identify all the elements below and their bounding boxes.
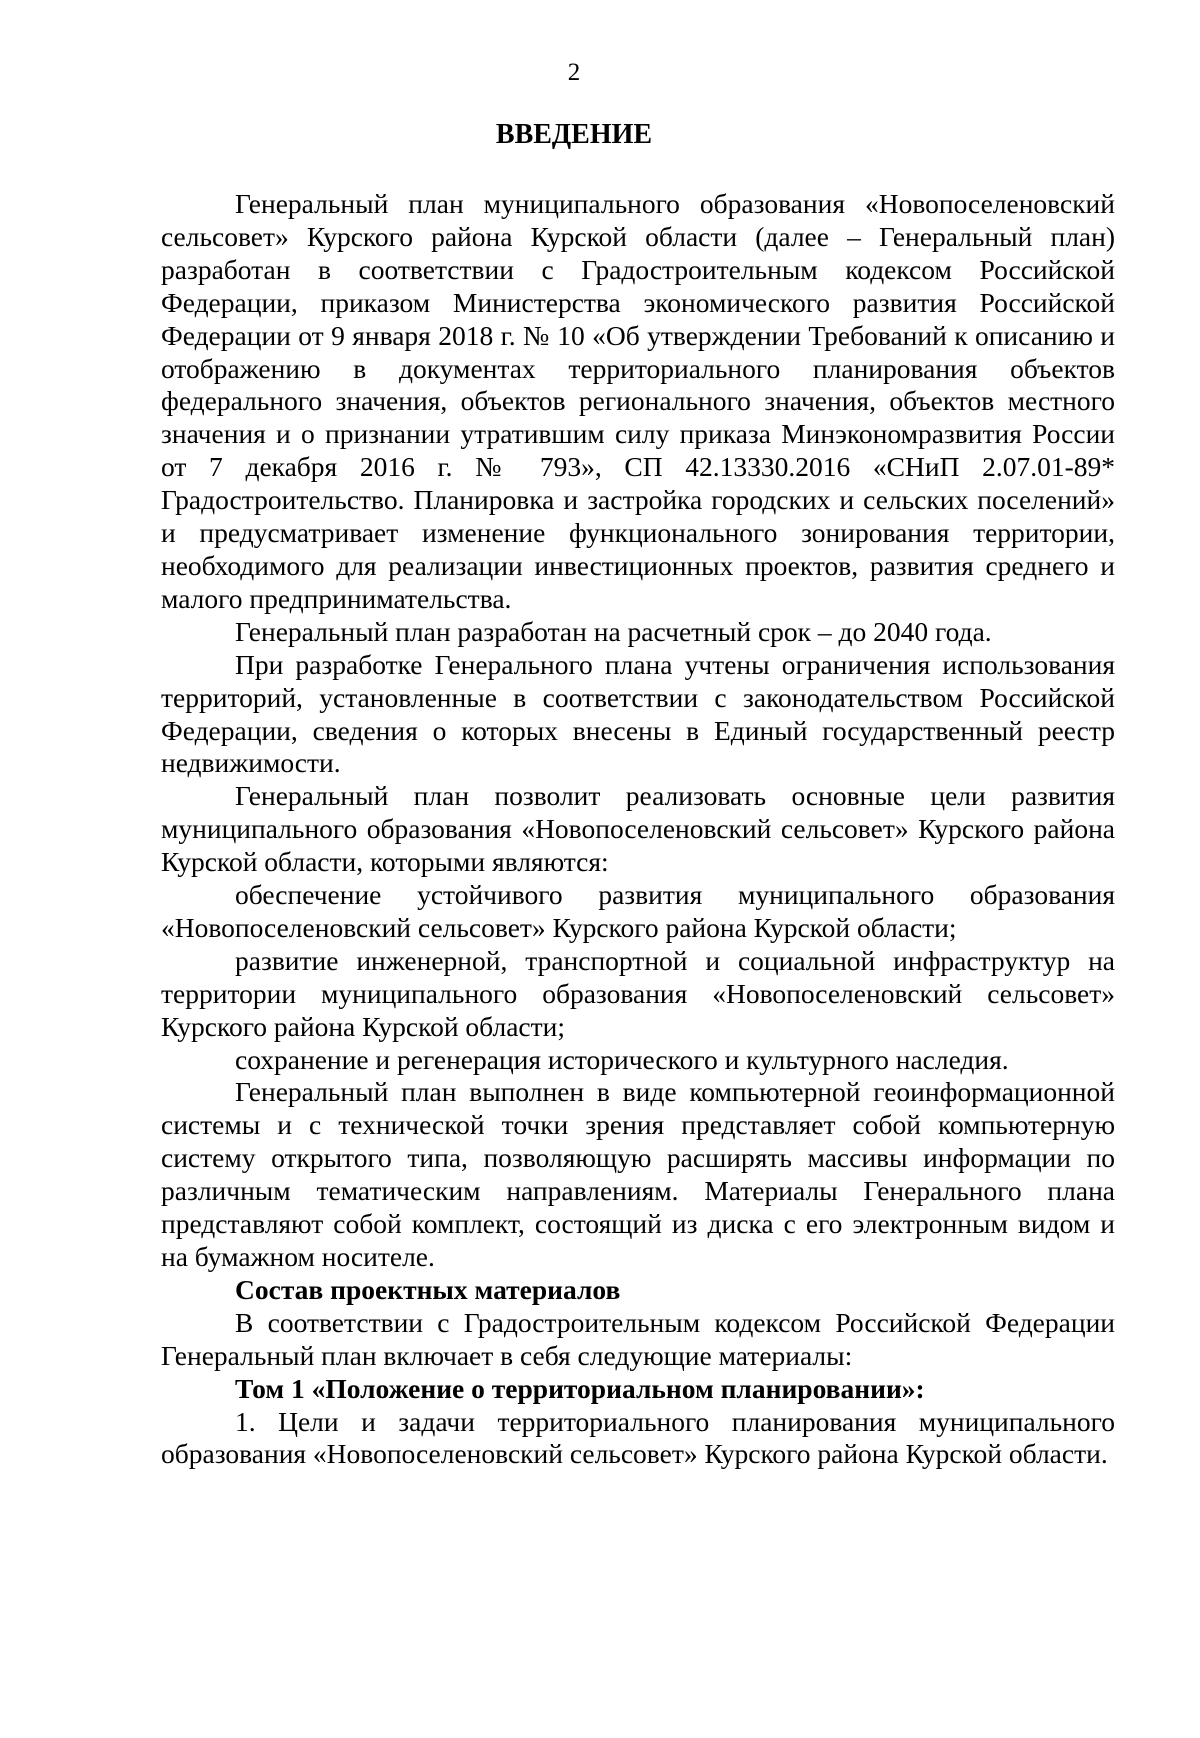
paragraph-goals-intro: Генеральный план позволит реализовать основные цели развития муниципального образования «Новопоселеновский сельсовет» Курского района Курской области, которыми являются: (161, 780, 1115, 878)
paragraph-planning-term: Генеральный план разработан на расчетный срок – до 2040 года. (235, 615, 992, 647)
section-title: Состав проектных материалов (235, 1273, 621, 1305)
document-body (161, 188, 1115, 1471)
page-title: ВВЕДЕНИЕ (495, 119, 653, 150)
list-item: 1. Цели и задачи территориального планирования муниципального образования «Новопоселеновский сельсовет» Курского района Курской области. (161, 1405, 1115, 1470)
paragraph-general-plan-basis: Генеральный план муниципального образования «Новопоселеновский сельсовет» Курского района Курской области (далее – Генеральный план) разработан в соответствии с Градостроительным кодексом Российской Федерации, приказом Министерства экономического развития Российской Федерации от 9 января 2018 г. № 10 «Об утверждении Требований к описанию и отображению в документах территориального планирования объектов федерального значения, объектов регионального значения, объектов местного значения и о признании утратившим силу приказа Минэкономразвития России от 7 декабря 2016 г. № 793», СП 42.13330.2016 «СНиП 2.07.01-89* Градостроительство. Планировка и застройка городских и сельских поселений» и предусматривает изменение функционального зонирования территории, необходимого для реализации инвестиционных проектов, развития среднего и малого предпринимательства. (161, 188, 1115, 614)
volume-title: Том 1 «Положение о территориальном планировании»: (235, 1372, 925, 1404)
paragraph-goal-infrastructure: развитие инженерной, транспортной и социальной инфраструктур на территории муниципального образования «Новопоселеновский сельсовет» Курского района Курской области; (161, 944, 1115, 1042)
paragraph-gis-description: Генеральный план выполнен в виде компьютерной геоинформационной системы и с технической точки зрения представляет собой компьютерную систему открытого типа, позволяющую расширять массивы информации по различным тематическим направлениям. Материалы Генерального плана представляют собой комплект, состоящий из диска с его электронным видом и на бумажном носителе. (161, 1076, 1115, 1272)
paragraph-goal-sustainable: обеспечение устойчивого развития муниципального образования «Новопоселеновский сельсовет» Курского района Курской области; (161, 879, 1115, 943)
page-number: 2 (567, 59, 581, 86)
paragraph-materials-intro: В соответствии с Градостроительным кодексом Российской Федерации Генеральный план включает в себя следующие материалы: (161, 1306, 1115, 1371)
paragraph-goal-heritage: сохранение и регенерация исторического и культурного наследия. (235, 1043, 1009, 1075)
paragraph-restrictions: При разработке Генерального плана учтены ограничения использования территорий, установленные в соответствии с законодательством Российской Федерации, сведения о которых внесены в Единый государственный реестр недвижимости. (161, 648, 1115, 779)
